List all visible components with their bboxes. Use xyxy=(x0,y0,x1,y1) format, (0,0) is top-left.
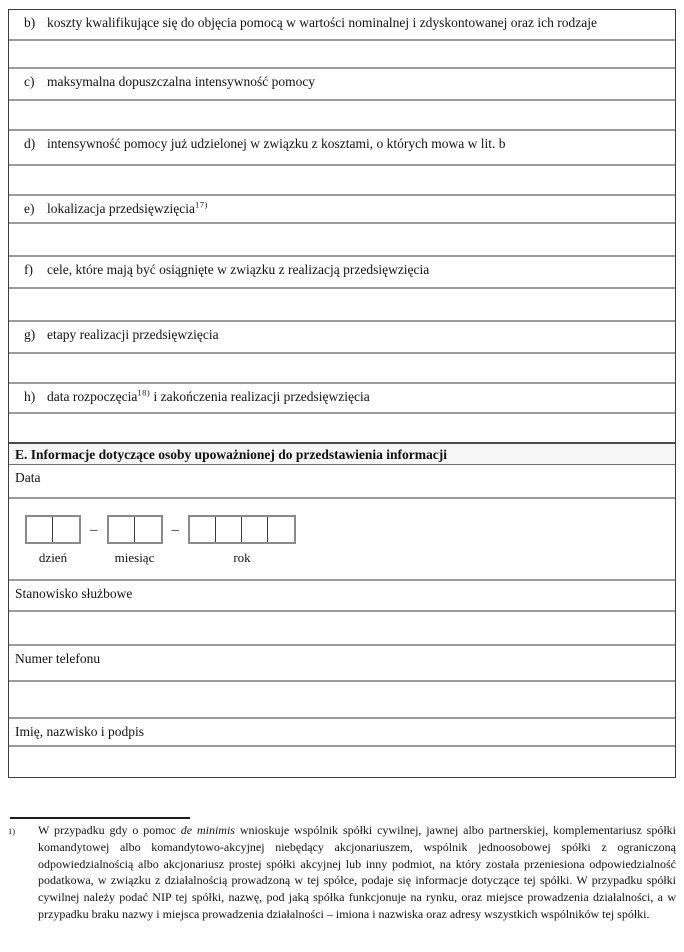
answer-field-position[interactable] xyxy=(9,610,675,644)
position-field-label: Stanowisko służbowe xyxy=(9,579,675,610)
date-day-label: dzień xyxy=(38,550,68,565)
item-label: data rozpoczęcia$^{18)}$ i zakończenia realizacji przedsięwzięcia xyxy=(47,387,370,404)
date-entry-row xyxy=(9,497,675,579)
answer-field-f[interactable] xyxy=(9,287,675,320)
answer-field-phone[interactable] xyxy=(9,680,675,717)
item-letter: c) xyxy=(24,74,35,89)
footnote-ref-18: 18) xyxy=(137,387,151,398)
form-item-g xyxy=(9,320,675,352)
date-field-label: Data xyxy=(9,464,675,497)
section-e-header xyxy=(9,442,675,464)
form-item-b xyxy=(9,10,675,39)
item-letter: d) xyxy=(24,136,36,151)
form-item-c xyxy=(9,67,675,99)
item-letter: e) xyxy=(24,201,35,216)
date-cell-year[interactable] xyxy=(190,517,216,542)
footnote-1 xyxy=(8,822,676,923)
form-item-d xyxy=(9,129,675,164)
form-table xyxy=(8,9,676,778)
answer-field-g[interactable] xyxy=(9,352,675,382)
footnote-ref-17: 17) xyxy=(195,199,208,210)
footnote-marker: 1) xyxy=(8,826,16,836)
item-label: etapy realizacji przedsięwzięcia xyxy=(47,327,219,342)
footnote-separator-line xyxy=(10,817,190,819)
date-month-label: miesiąc xyxy=(114,550,155,565)
form-item-f xyxy=(9,255,675,287)
date-cell-year[interactable] xyxy=(268,517,294,542)
form-item-h xyxy=(9,382,675,412)
footnote-term-italic: de minimis xyxy=(180,823,235,837)
answer-field-c[interactable] xyxy=(9,99,675,129)
date-cell-year[interactable] xyxy=(242,517,268,542)
item-letter: f) xyxy=(24,262,33,277)
item-label: cele, które mają być osiągnięte w związku z realizacją przedsięwzięcia xyxy=(47,262,430,277)
form-item-e xyxy=(9,194,675,222)
name-signature-field-label: Imię, nazwisko i podpis xyxy=(9,717,675,745)
date-separator: – xyxy=(90,522,98,538)
answer-field-d[interactable] xyxy=(9,164,675,194)
date-month-group xyxy=(107,515,163,566)
date-day-group xyxy=(25,515,81,566)
item-label: lokalizacja przedsięwzięcia$^{17)}$ xyxy=(47,199,208,216)
item-letter: h) xyxy=(24,389,36,404)
date-cell-day[interactable] xyxy=(27,517,53,542)
item-letter: b) xyxy=(24,15,36,30)
date-year-group xyxy=(188,515,296,566)
item-label: maksymalna dopuszczalna intensywność pomocy xyxy=(47,74,316,89)
answer-field-h[interactable] xyxy=(9,412,675,442)
date-cell-month[interactable] xyxy=(109,517,135,542)
answer-field-e[interactable] xyxy=(9,222,675,255)
date-separator: – xyxy=(171,522,179,538)
date-cell-year[interactable] xyxy=(216,517,242,542)
section-e-title: E. Informacje dotyczące osoby upoważnionej do przedstawienia informacji xyxy=(15,447,447,462)
answer-field-name-signature[interactable] xyxy=(9,745,675,777)
footnote-text: W przypadku gdy o pomoc de minimis wnioskuje wspólnik spółki cywilnej, jawnej albo partnerskiej, komplementariusz spółki komandytowej albo komandytowo-akcyjnej niebędący akcjonariuszem, wspólnik jednoosobowej spółki z ograniczoną odpowiedzialnością albo akcjonariusz prostej spółki akcyjnej lub inny podmiot, na który została przeniesiona odpowiedzialność podatkowa, w związku z działalnością prowadzoną w tej spółce, podaje się informacje dotyczące tej spółki. W przypadku spółki cywilnej należy podać NIP tej spółki, nazwę, pod jaką spółka funkcjonuje na rynku, oraz miejsce prowadzenia działalności, a w przypadku braku nazwy i miejsca prowadzenia działalności – imiona i nazwiska oraz adresy wszystkich wspólników tej spółki. xyxy=(38,823,677,921)
item-label: intensywność pomocy już udzielonej w związku z kosztami, o których mowa w lit. b xyxy=(47,136,506,151)
date-cell-day[interactable] xyxy=(53,517,79,542)
date-cell-month[interactable] xyxy=(135,517,161,542)
date-year-label: rok xyxy=(233,550,251,565)
item-letter: g) xyxy=(24,327,36,342)
date-boxes xyxy=(25,515,675,566)
phone-field-label: Numer telefonu xyxy=(9,644,675,680)
item-label: koszty kwalifikujące się do objęcia pomocą w wartości nominalnej i zdyskontowanej oraz ich rodzaje xyxy=(47,15,597,30)
answer-field-b[interactable] xyxy=(9,39,675,67)
